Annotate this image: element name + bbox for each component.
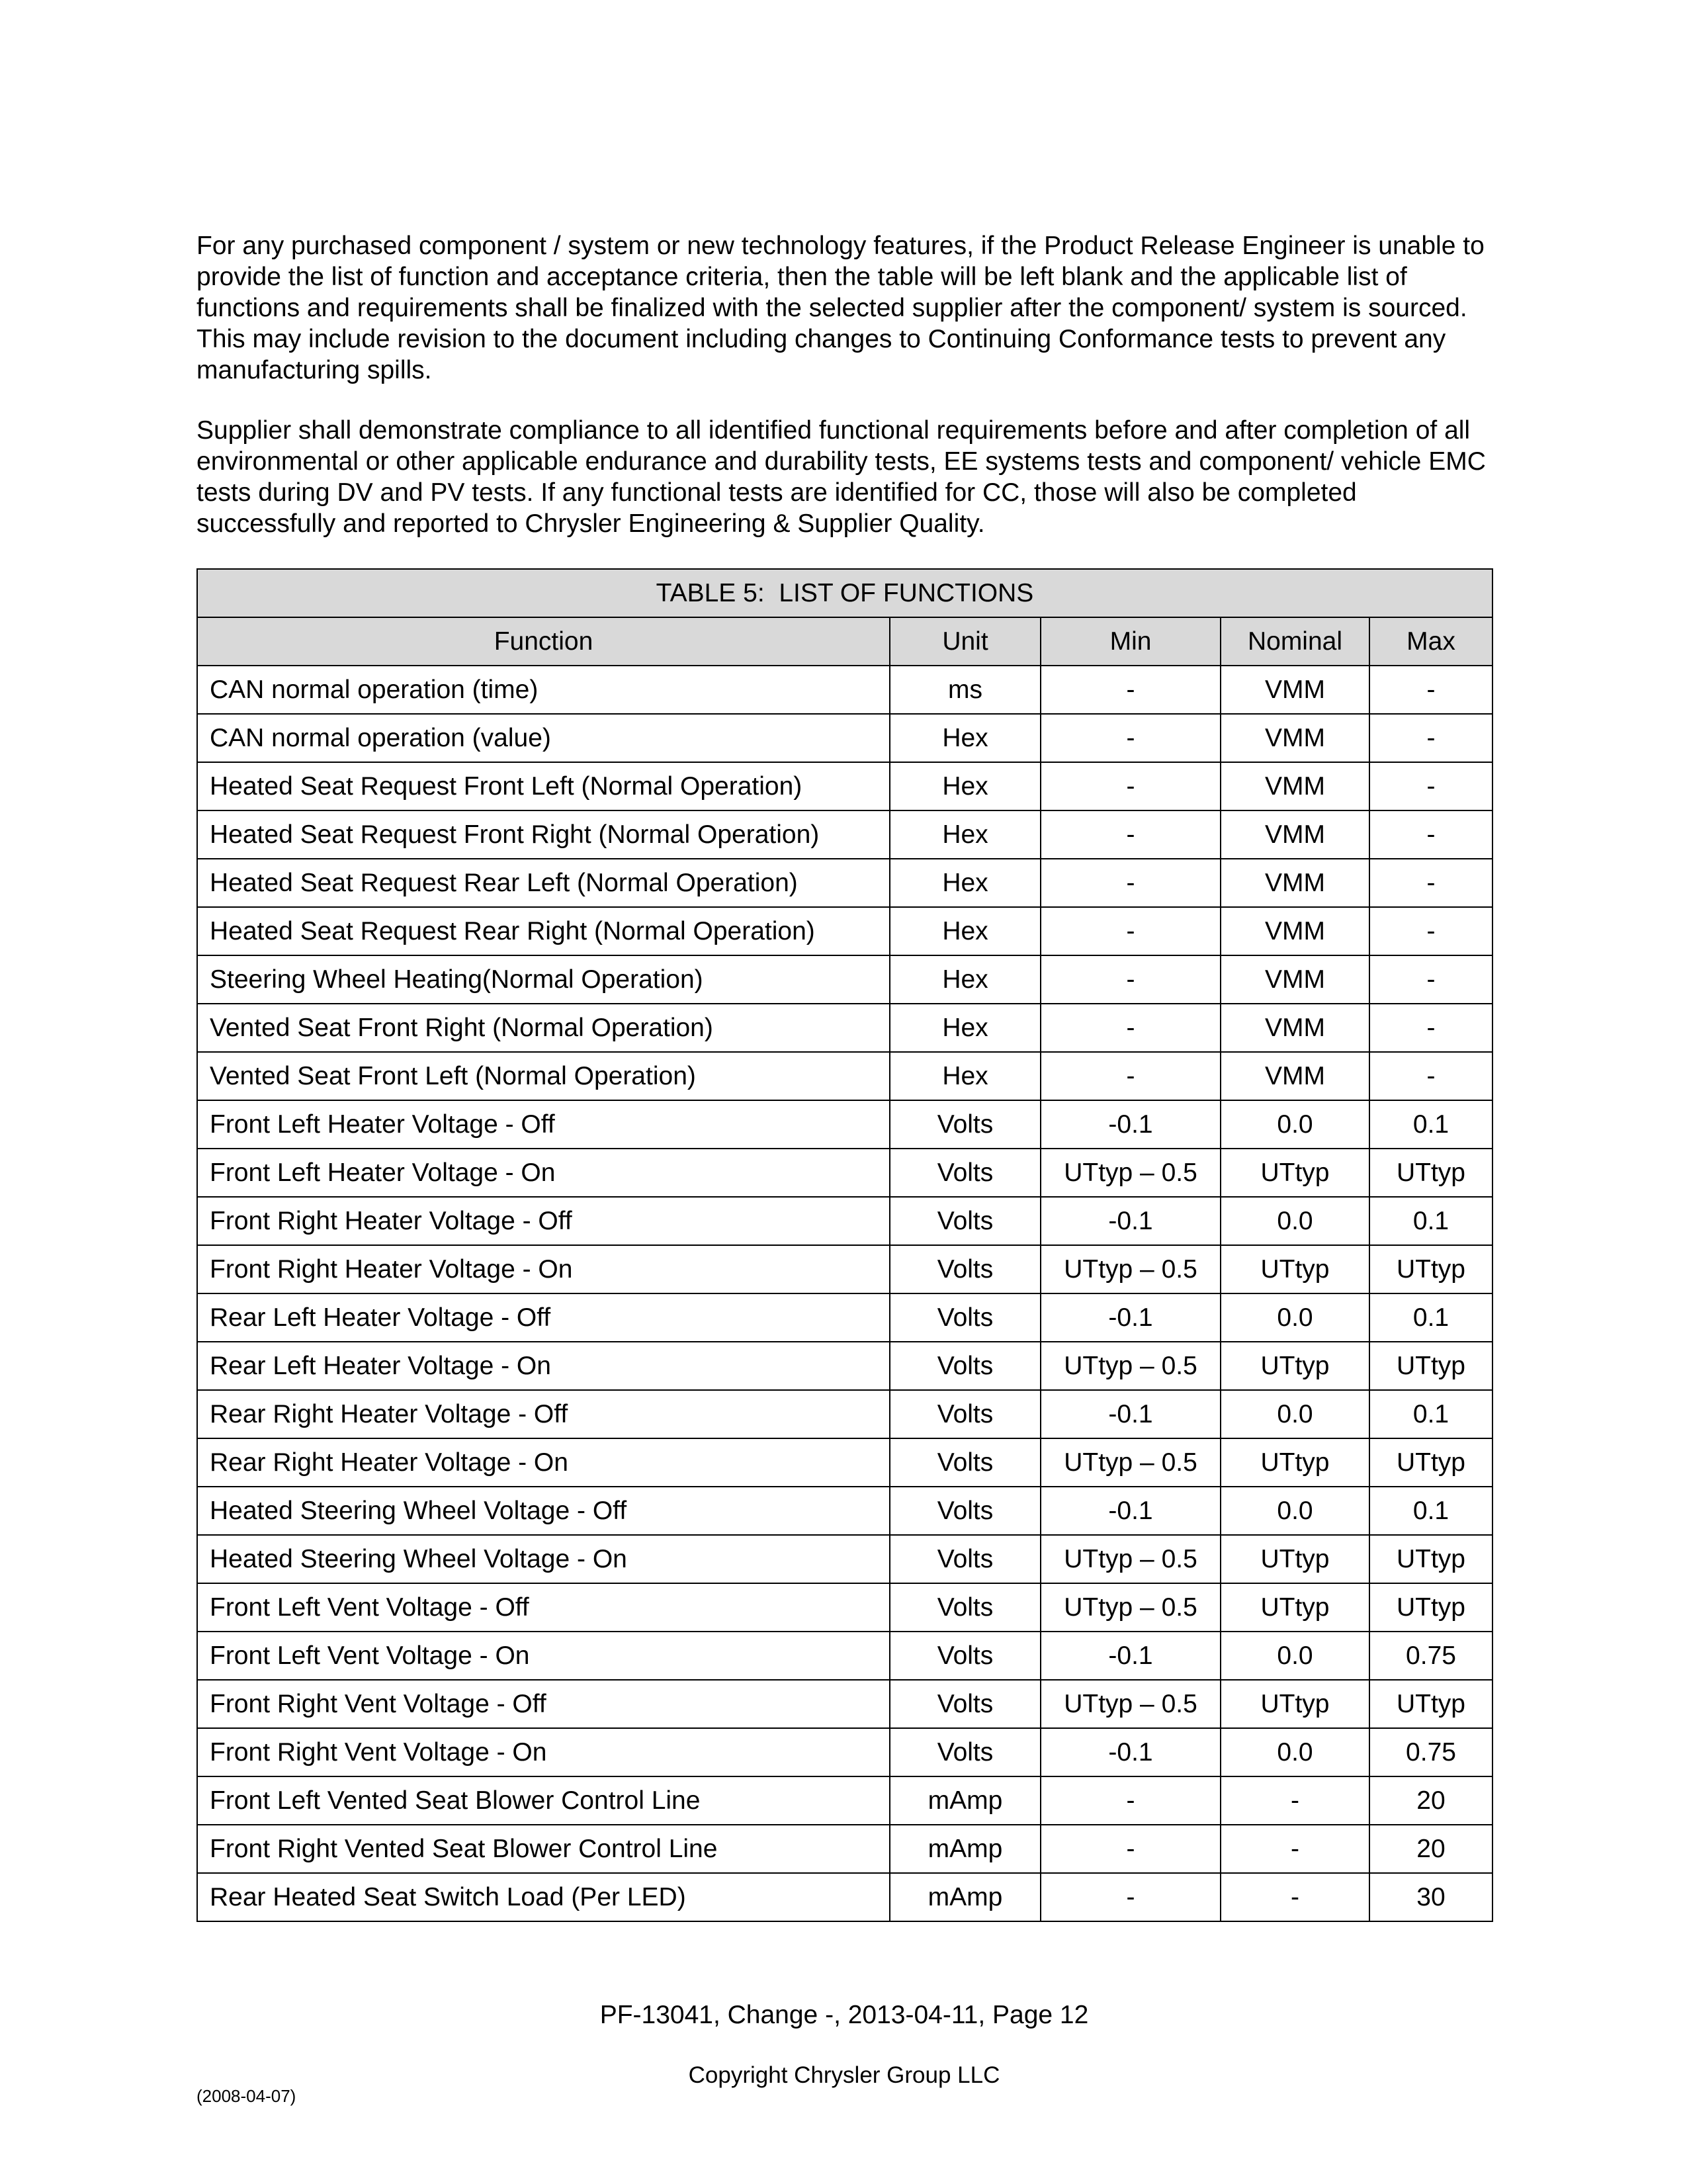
unit-cell: Volts: [890, 1342, 1041, 1390]
table-row: [197, 1293, 1492, 1342]
table-row: [197, 1197, 1492, 1245]
max-cell: -: [1369, 810, 1492, 859]
unit-cell: Hex: [890, 907, 1041, 955]
max-cell: 0.1: [1369, 1390, 1492, 1438]
nominal-cell: UTtyp: [1221, 1342, 1369, 1390]
table-row: [197, 1583, 1492, 1632]
function-cell: Front Left Vented Seat Blower Control Line: [197, 1776, 890, 1825]
function-cell: CAN normal operation (value): [197, 714, 890, 762]
unit-cell: Hex: [890, 1004, 1041, 1052]
nominal-cell: -: [1221, 1776, 1369, 1825]
unit-cell: Hex: [890, 762, 1041, 810]
copyright-line: Copyright Chrysler Group LLC: [688, 2062, 1000, 2088]
max-cell: UTtyp: [1369, 1680, 1492, 1728]
function-cell: Heated Seat Request Front Left (Normal Operation): [197, 762, 890, 810]
nominal-cell: VMM: [1221, 955, 1369, 1004]
table-row: [197, 1632, 1492, 1680]
unit-cell: mAmp: [890, 1873, 1041, 1921]
max-cell: -: [1369, 955, 1492, 1004]
table-row: [197, 1728, 1492, 1776]
table-row: [197, 1149, 1492, 1197]
unit-cell: Volts: [890, 1245, 1041, 1293]
table-row: [197, 1438, 1492, 1487]
min-cell: -: [1041, 714, 1221, 762]
min-cell: -: [1041, 1004, 1221, 1052]
table-row: [197, 907, 1492, 955]
page-footer-reference: PF-13041, Change -, 2013-04-11, Page 12: [599, 2001, 1089, 2029]
min-cell: UTtyp – 0.5: [1041, 1680, 1221, 1728]
min-cell: UTtyp – 0.5: [1041, 1583, 1221, 1632]
min-cell: -: [1041, 907, 1221, 955]
table-row: [197, 1776, 1492, 1825]
table-row: [197, 1680, 1492, 1728]
intro-paragraph-1: For any purchased component / system or new technology features, if the Product Release Engineer is unable to provide the list of function and acceptance criteria, then the table will be left blank and the applicable list of functions and requirements shall be finalized with the selected supplier after the component/ system is sourced. This may include revision to the document including changes to Continuing Conformance tests to prevent any manufacturing spills.: [196, 232, 1485, 384]
unit-cell: Hex: [890, 955, 1041, 1004]
nominal-cell: -: [1221, 1873, 1369, 1921]
nominal-cell: VMM: [1221, 714, 1369, 762]
function-cell: Front Right Vent Voltage - On: [197, 1728, 890, 1776]
function-cell: Front Right Vent Voltage - Off: [197, 1680, 890, 1728]
min-cell: -: [1041, 955, 1221, 1004]
nominal-cell: UTtyp: [1221, 1149, 1369, 1197]
nominal-cell: VMM: [1221, 762, 1369, 810]
max-cell: UTtyp: [1369, 1245, 1492, 1293]
max-cell: UTtyp: [1369, 1583, 1492, 1632]
function-cell: Rear Left Heater Voltage - Off: [197, 1293, 890, 1342]
function-cell: Heated Seat Request Front Right (Normal Operation): [197, 810, 890, 859]
column-header-max: Max: [1369, 617, 1492, 666]
table-row: [197, 1004, 1492, 1052]
table-header-row: [197, 617, 1492, 666]
max-cell: UTtyp: [1369, 1342, 1492, 1390]
function-cell: Heated Steering Wheel Voltage - Off: [197, 1487, 890, 1535]
unit-cell: mAmp: [890, 1776, 1041, 1825]
function-cell: Front Left Heater Voltage - On: [197, 1149, 890, 1197]
unit-cell: Volts: [890, 1293, 1041, 1342]
unit-cell: Volts: [890, 1100, 1041, 1149]
min-cell: -0.1: [1041, 1100, 1221, 1149]
min-cell: -0.1: [1041, 1197, 1221, 1245]
unit-cell: Hex: [890, 859, 1041, 907]
nominal-cell: VMM: [1221, 859, 1369, 907]
min-cell: UTtyp – 0.5: [1041, 1438, 1221, 1487]
unit-cell: Volts: [890, 1390, 1041, 1438]
function-cell: Front Left Heater Voltage - Off: [197, 1100, 890, 1149]
unit-cell: Volts: [890, 1197, 1041, 1245]
function-cell: Front Right Heater Voltage - Off: [197, 1197, 890, 1245]
max-cell: 0.1: [1369, 1197, 1492, 1245]
unit-cell: Hex: [890, 1052, 1041, 1100]
function-cell: CAN normal operation (time): [197, 666, 890, 714]
nominal-cell: UTtyp: [1221, 1438, 1369, 1487]
unit-cell: Volts: [890, 1680, 1041, 1728]
table-row: [197, 1535, 1492, 1583]
min-cell: -0.1: [1041, 1293, 1221, 1342]
nominal-cell: VMM: [1221, 1052, 1369, 1100]
unit-cell: Volts: [890, 1149, 1041, 1197]
table-row: [197, 762, 1492, 810]
table-row: [197, 1100, 1492, 1149]
min-cell: -: [1041, 1873, 1221, 1921]
max-cell: -: [1369, 666, 1492, 714]
function-cell: Vented Seat Front Right (Normal Operation): [197, 1004, 890, 1052]
nominal-cell: VMM: [1221, 907, 1369, 955]
max-cell: -: [1369, 859, 1492, 907]
nominal-cell: 0.0: [1221, 1293, 1369, 1342]
max-cell: 0.1: [1369, 1293, 1492, 1342]
table-row: [197, 666, 1492, 714]
min-cell: -: [1041, 810, 1221, 859]
min-cell: -: [1041, 859, 1221, 907]
min-cell: -0.1: [1041, 1487, 1221, 1535]
column-header-function: Function: [197, 617, 890, 666]
unit-cell: Volts: [890, 1728, 1041, 1776]
unit-cell: Volts: [890, 1583, 1041, 1632]
nominal-cell: VMM: [1221, 810, 1369, 859]
nominal-cell: UTtyp: [1221, 1245, 1369, 1293]
table-row: [197, 810, 1492, 859]
min-cell: -: [1041, 666, 1221, 714]
unit-cell: Volts: [890, 1632, 1041, 1680]
nominal-cell: 0.0: [1221, 1390, 1369, 1438]
max-cell: -: [1369, 762, 1492, 810]
unit-cell: Hex: [890, 714, 1041, 762]
max-cell: -: [1369, 714, 1492, 762]
table-row: [197, 1825, 1492, 1873]
functions-table-body: [197, 666, 1492, 1921]
table-row: [197, 1873, 1492, 1921]
nominal-cell: VMM: [1221, 666, 1369, 714]
functions-table: [196, 568, 1493, 1922]
min-cell: -0.1: [1041, 1632, 1221, 1680]
table-row: [197, 1342, 1492, 1390]
function-cell: Rear Left Heater Voltage - On: [197, 1342, 890, 1390]
function-cell: Rear Right Heater Voltage - Off: [197, 1390, 890, 1438]
max-cell: -: [1369, 1052, 1492, 1100]
max-cell: 30: [1369, 1873, 1492, 1921]
table-title: TABLE 5: LIST OF FUNCTIONS: [197, 569, 1492, 617]
intro-paragraph-2: Supplier shall demonstrate compliance to all identified functional requirements before and after completion of all environmental or other applicable endurance and durability tests, EE systems tests and component/ vehicle EMC tests during DV and PV tests. If any functional tests are identified for CC, those will also be completed successfully and reported to Chrysler Engineering & Supplier Quality.: [196, 416, 1486, 538]
max-cell: 0.1: [1369, 1487, 1492, 1535]
function-cell: Rear Heated Seat Switch Load (Per LED): [197, 1873, 890, 1921]
function-cell: Vented Seat Front Left (Normal Operation): [197, 1052, 890, 1100]
nominal-cell: 0.0: [1221, 1728, 1369, 1776]
min-cell: UTtyp – 0.5: [1041, 1535, 1221, 1583]
table-row: [197, 859, 1492, 907]
table-row: [197, 1390, 1492, 1438]
unit-cell: Volts: [890, 1438, 1041, 1487]
unit-cell: Volts: [890, 1535, 1041, 1583]
min-cell: UTtyp – 0.5: [1041, 1245, 1221, 1293]
min-cell: -: [1041, 1776, 1221, 1825]
unit-cell: Hex: [890, 810, 1041, 859]
function-cell: Heated Seat Request Rear Left (Normal Operation): [197, 859, 890, 907]
table-title-row: [197, 569, 1492, 617]
min-cell: UTtyp – 0.5: [1041, 1342, 1221, 1390]
table-row: [197, 1487, 1492, 1535]
table-row: [197, 1245, 1492, 1293]
min-cell: -: [1041, 1052, 1221, 1100]
nominal-cell: UTtyp: [1221, 1583, 1369, 1632]
nominal-cell: 0.0: [1221, 1197, 1369, 1245]
table-row: [197, 1052, 1492, 1100]
min-cell: UTtyp – 0.5: [1041, 1149, 1221, 1197]
column-header-min: Min: [1041, 617, 1221, 666]
max-cell: UTtyp: [1369, 1438, 1492, 1487]
nominal-cell: VMM: [1221, 1004, 1369, 1052]
page-content: [196, 230, 1492, 1922]
nominal-cell: 0.0: [1221, 1487, 1369, 1535]
function-cell: Heated Steering Wheel Voltage - On: [197, 1535, 890, 1583]
min-cell: -0.1: [1041, 1728, 1221, 1776]
form-date-code: (2008-04-07): [196, 2086, 296, 2106]
min-cell: -: [1041, 1825, 1221, 1873]
nominal-cell: UTtyp: [1221, 1680, 1369, 1728]
function-cell: Front Right Vented Seat Blower Control Line: [197, 1825, 890, 1873]
function-cell: Steering Wheel Heating(Normal Operation): [197, 955, 890, 1004]
unit-cell: ms: [890, 666, 1041, 714]
column-header-unit: Unit: [890, 617, 1041, 666]
function-cell: Front Left Vent Voltage - Off: [197, 1583, 890, 1632]
table-row: [197, 714, 1492, 762]
function-cell: Front Right Heater Voltage - On: [197, 1245, 890, 1293]
nominal-cell: UTtyp: [1221, 1535, 1369, 1583]
max-cell: 0.75: [1369, 1632, 1492, 1680]
function-cell: Rear Right Heater Voltage - On: [197, 1438, 890, 1487]
unit-cell: Volts: [890, 1487, 1041, 1535]
max-cell: -: [1369, 1004, 1492, 1052]
table-row: [197, 955, 1492, 1004]
min-cell: -: [1041, 762, 1221, 810]
function-cell: Heated Seat Request Rear Right (Normal Operation): [197, 907, 890, 955]
column-header-nominal: Nominal: [1221, 617, 1369, 666]
max-cell: 0.1: [1369, 1100, 1492, 1149]
max-cell: 20: [1369, 1825, 1492, 1873]
max-cell: -: [1369, 907, 1492, 955]
max-cell: 0.75: [1369, 1728, 1492, 1776]
function-cell: Front Left Vent Voltage - On: [197, 1632, 890, 1680]
nominal-cell: -: [1221, 1825, 1369, 1873]
max-cell: UTtyp: [1369, 1535, 1492, 1583]
nominal-cell: 0.0: [1221, 1100, 1369, 1149]
max-cell: 20: [1369, 1776, 1492, 1825]
unit-cell: mAmp: [890, 1825, 1041, 1873]
min-cell: -0.1: [1041, 1390, 1221, 1438]
nominal-cell: 0.0: [1221, 1632, 1369, 1680]
max-cell: UTtyp: [1369, 1149, 1492, 1197]
